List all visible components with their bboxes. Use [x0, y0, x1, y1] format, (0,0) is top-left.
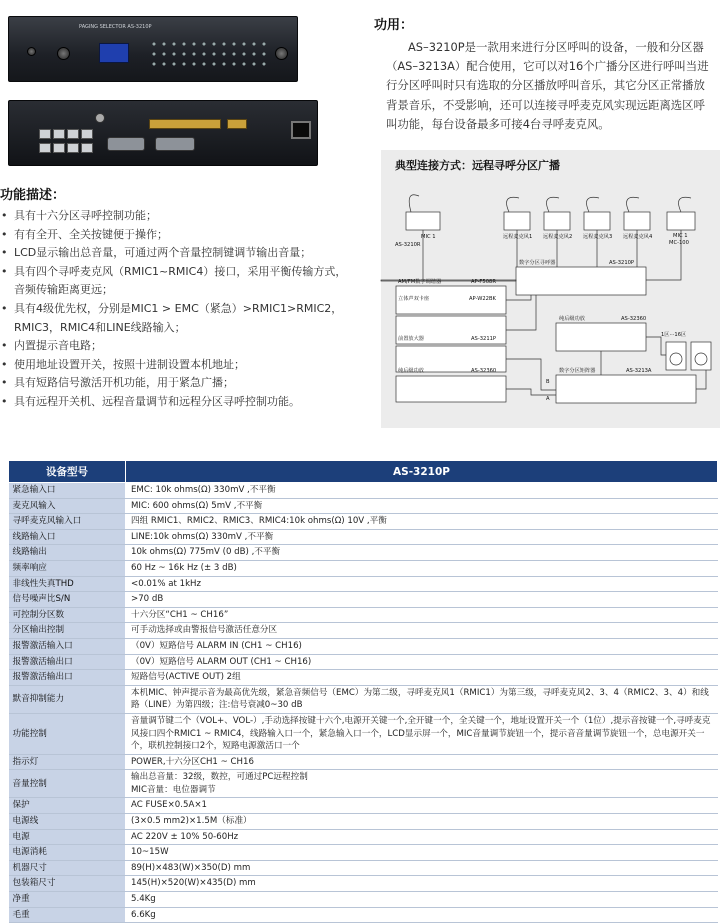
feature-item: • 具有十六分区寻呼控制功能；	[0, 207, 355, 226]
table-row	[9, 654, 718, 670]
spec-table	[8, 460, 718, 923]
label-zone-1-16: 1区···16区	[661, 332, 687, 338]
spec-body	[9, 483, 718, 923]
spec-value: <0.01% at 1kHz	[126, 576, 718, 592]
table-row	[9, 892, 718, 908]
spec-key: 可控制分区数	[9, 607, 126, 623]
spec-value: 十六分区“CH1 ~ CH16”	[126, 607, 718, 623]
table-row	[9, 907, 718, 923]
spec-key: 指示灯	[9, 754, 126, 770]
rj45-port-icon	[81, 129, 93, 139]
rj45-port-icon	[67, 143, 79, 153]
spec-value: 可手动选择或由警报信号激活任意分区	[126, 623, 718, 639]
label-rmic1: 远程麦克风1	[503, 234, 533, 240]
table-row	[9, 829, 718, 845]
spec-key: 非线性失真THD	[9, 576, 126, 592]
spec-value: 四组 RMIC1、RMIC2、RMIC3、RMIC4:10k ohms(Ω) 10V ,平衡	[126, 514, 718, 530]
table-row	[9, 607, 718, 623]
label-as32360b: AS-32360	[621, 316, 647, 322]
table-row	[9, 798, 718, 814]
spec-value: 输出总音量：32级，数控，可通过PC远程控制 MIC音量：电位器调节	[126, 770, 718, 798]
table-row	[9, 770, 718, 798]
spec-key: 电源线	[9, 814, 126, 830]
feature-item: • 具有4级优先权，分别是MIC1 > EMC（紧急）>RMIC1>RMIC2，RMIC3，RMIC4和LINE线路输入；	[0, 300, 355, 337]
mic-volume-knob-icon	[275, 47, 288, 60]
spec-key: 净重	[9, 892, 126, 908]
feature-item: • 具有四个寻呼麦克风（RMIC1~RMIC4）接口，采用平衡传输方式，音频传输距离更远；	[0, 263, 355, 300]
volume-knob-icon	[57, 47, 70, 60]
connection-diagram	[381, 150, 720, 428]
label-zone-matrix: 数字分区矩阵器	[559, 368, 596, 374]
table-row	[9, 685, 718, 713]
spec-key: 音量控制	[9, 770, 126, 798]
feature-item: • 有有全开、全关按键便于操作；	[0, 226, 355, 245]
feature-item: • 具有短路信号激活开机功能，用于紧急广播；	[0, 374, 355, 393]
spec-value: 10k ohms(Ω) 775mV (0 dB) ,不平衡	[126, 545, 718, 561]
spec-key: 紧急输入口	[9, 483, 126, 499]
feature-item: • 使用地址设置开关，按照十进制设置本机地址；	[0, 356, 355, 375]
feature-item: • LCD显示输出总音量，可通过两个音量控制键调节输出音量；	[0, 244, 355, 263]
table-row	[9, 560, 718, 576]
features-list	[0, 207, 355, 412]
label-as3210p: AS-3210P	[609, 260, 635, 266]
power-switch-icon	[27, 47, 36, 56]
label-rmic3: 远程麦克风3	[583, 234, 613, 240]
label-mic1: MIC 1	[421, 234, 436, 240]
device-back-photo	[8, 100, 318, 166]
spec-key: 报警激活输入口	[9, 638, 126, 654]
spec-value: >70 dB	[126, 592, 718, 608]
rj45-port-icon	[81, 143, 93, 153]
spec-key: 麦克风输入	[9, 498, 126, 514]
label-apf508r: AP-F508R	[471, 279, 496, 285]
spec-value: (3×0.5 mm2)×1.5M（标准）	[126, 814, 718, 830]
spec-value: 音量调节键二个（VOL+、VOL-）,手动选择按键十六个,电源开关键一个,全开键一个，全关键一个，地址设置开关一个（1位）,提示音按键一个,寻呼麦克风接口四个RMIC1 ~ RMIC4，线路输入口一个，紧急输入口一个，LCD显示屏一个，MIC音量调节旋钮一个，提示音音量调节旋钮一个，总电源开关一个，联机控制接口2个，短路电源激活口一个	[126, 713, 718, 754]
label-rmic2: 远程麦克风2	[543, 234, 573, 240]
spec-key: 保护	[9, 798, 126, 814]
function-paragraph: AS–3210P是一款用来进行分区呼叫的设备，一般和分区器（AS–3213A）配合使用，它可以对16个广播分区进行呼叫当进行分区呼叫时只有选取的分区播放呼叫音乐，其它分区正常播放背景音乐，不受影响，还可以连接寻呼麦克风实现远距离选区呼叫功能，每台设备最多可接4台寻呼麦克风。	[386, 40, 709, 131]
spec-key: 功能控制	[9, 713, 126, 754]
diagram-title: 典型连接方式：远程寻呼分区广播	[395, 159, 560, 172]
spec-key: 信号噪声比S/N	[9, 592, 126, 608]
spec-value: 60 Hz ~ 16k Hz (± 3 dB)	[126, 560, 718, 576]
label-am-fm: AM/FM数字调谐器	[398, 279, 442, 285]
table-row	[9, 638, 718, 654]
spec-key: 分区输出控制	[9, 623, 126, 639]
spec-value: 145(H)×520(W)×435(D) mm	[126, 876, 718, 892]
table-row	[9, 845, 718, 861]
spec-key: 电源	[9, 829, 126, 845]
label-b: B	[546, 379, 550, 385]
spec-key: 电源消耗	[9, 845, 126, 861]
label-as3213a: AS-3213A	[626, 368, 652, 374]
table-row	[9, 529, 718, 545]
spec-value: AC FUSE×0.5A×1	[126, 798, 718, 814]
table-row	[9, 860, 718, 876]
lcd-screen	[99, 43, 129, 63]
feature-item: • 内置提示音电路；	[0, 337, 355, 356]
spec-value: （0V）短路信号 ALARM IN (CH1 ~ CH16)	[126, 638, 718, 654]
zone-buttons-grid	[149, 39, 269, 69]
spec-key: 毛重	[9, 907, 126, 923]
label-stereo-deck: 立体声双卡座	[398, 296, 430, 302]
terminal-block-icon	[149, 119, 221, 129]
spec-value: EMC: 10k ohms(Ω) 330mV ,不平衡	[126, 483, 718, 499]
spec-value: AC 220V ± 10% 50-60Hz	[126, 829, 718, 845]
spec-value: MIC: 600 ohms(Ω) 5mV ,不平衡	[126, 498, 718, 514]
spec-value: （0V）短路信号 ALARM OUT (CH1 ~ CH16)	[126, 654, 718, 670]
spec-value: POWER,十六分区CH1 ~ CH16	[126, 754, 718, 770]
label-power-amp: 纯后级功放	[398, 368, 424, 374]
table-row	[9, 713, 718, 754]
function-title: 功用：	[374, 18, 414, 33]
table-row	[9, 545, 718, 561]
label-mc100: MC-100	[669, 240, 689, 246]
label-pre-amp: 前置放大器	[398, 336, 424, 342]
label-a: A	[546, 396, 550, 402]
table-row	[9, 754, 718, 770]
label-as3211p: AS-3211P	[471, 336, 497, 342]
rj45-port-icon	[39, 143, 51, 153]
spec-header-row	[9, 461, 718, 483]
features-title: 功能描述：	[0, 188, 66, 203]
front-model-text: PAGING SELECTOR AS-3210P	[79, 24, 152, 30]
spec-key: 报警激活输出口	[9, 670, 126, 686]
label-as3210r: AS-3210R	[395, 242, 421, 248]
spec-header-value: AS-3210P	[126, 461, 718, 483]
table-row	[9, 670, 718, 686]
dsub-connector-icon	[155, 137, 195, 151]
table-row	[9, 483, 718, 499]
spec-key: 默音抑制能力	[9, 685, 126, 713]
table-row	[9, 814, 718, 830]
rj45-port-icon	[53, 143, 65, 153]
spec-key: 机器尺寸	[9, 860, 126, 876]
spec-value: 89(H)×483(W)×350(D) mm	[126, 860, 718, 876]
spec-value: 本机MIC、钟声提示音为最高优先级，紧急音频信号（EMC）为第二级，寻呼麦克风1（RMIC1）为第三级，寻呼麦克风2、3、4（RMIC2、3、4）和线路（LINE）为第四级；注:信号衰减0~30 dB	[126, 685, 718, 713]
label-digital-paging: 数字分区寻呼器	[519, 260, 556, 266]
diagram-svg	[381, 150, 720, 428]
rj45-port-icon	[67, 129, 79, 139]
spec-value: 短路信号(ACTIVE OUT) 2组	[126, 670, 718, 686]
dsub-connector-icon	[107, 137, 145, 151]
spec-value: 10~15W	[126, 845, 718, 861]
table-row	[9, 498, 718, 514]
power-socket-icon	[291, 121, 311, 139]
label-rmic4: 远程麦克风4	[623, 234, 653, 240]
device-front-photo	[8, 16, 298, 82]
feature-item: • 具有远程开关机、远程音量调节和远程分区寻呼控制功能。	[0, 393, 355, 412]
spec-value: 6.6Kg	[126, 907, 718, 923]
table-row	[9, 623, 718, 639]
spec-key: 频率响应	[9, 560, 126, 576]
spec-value: LINE:10k ohms(Ω) 330mV ,不平衡	[126, 529, 718, 545]
spec-header-key: 设备型号	[9, 461, 126, 483]
table-row	[9, 876, 718, 892]
spec-key: 寻呼麦克风输入口	[9, 514, 126, 530]
label-apw22bk: AP-W22BK	[469, 296, 496, 302]
spec-key: 线路输出	[9, 545, 126, 561]
spec-key: 包装箱尺寸	[9, 876, 126, 892]
terminal-block-icon	[227, 119, 247, 129]
rj45-port-icon	[39, 129, 51, 139]
spec-value: 5.4Kg	[126, 892, 718, 908]
table-row	[9, 576, 718, 592]
label-power-amp2: 纯后级功放	[559, 316, 585, 322]
rj45-port-icon	[53, 129, 65, 139]
spec-key: 线路输入口	[9, 529, 126, 545]
label-as32360: AS-32360	[471, 368, 497, 374]
input-jack-icon	[95, 113, 105, 123]
table-row	[9, 592, 718, 608]
table-row	[9, 514, 718, 530]
label-mic1b: MIC 1	[673, 233, 688, 239]
spec-key: 报警激活输出口	[9, 654, 126, 670]
